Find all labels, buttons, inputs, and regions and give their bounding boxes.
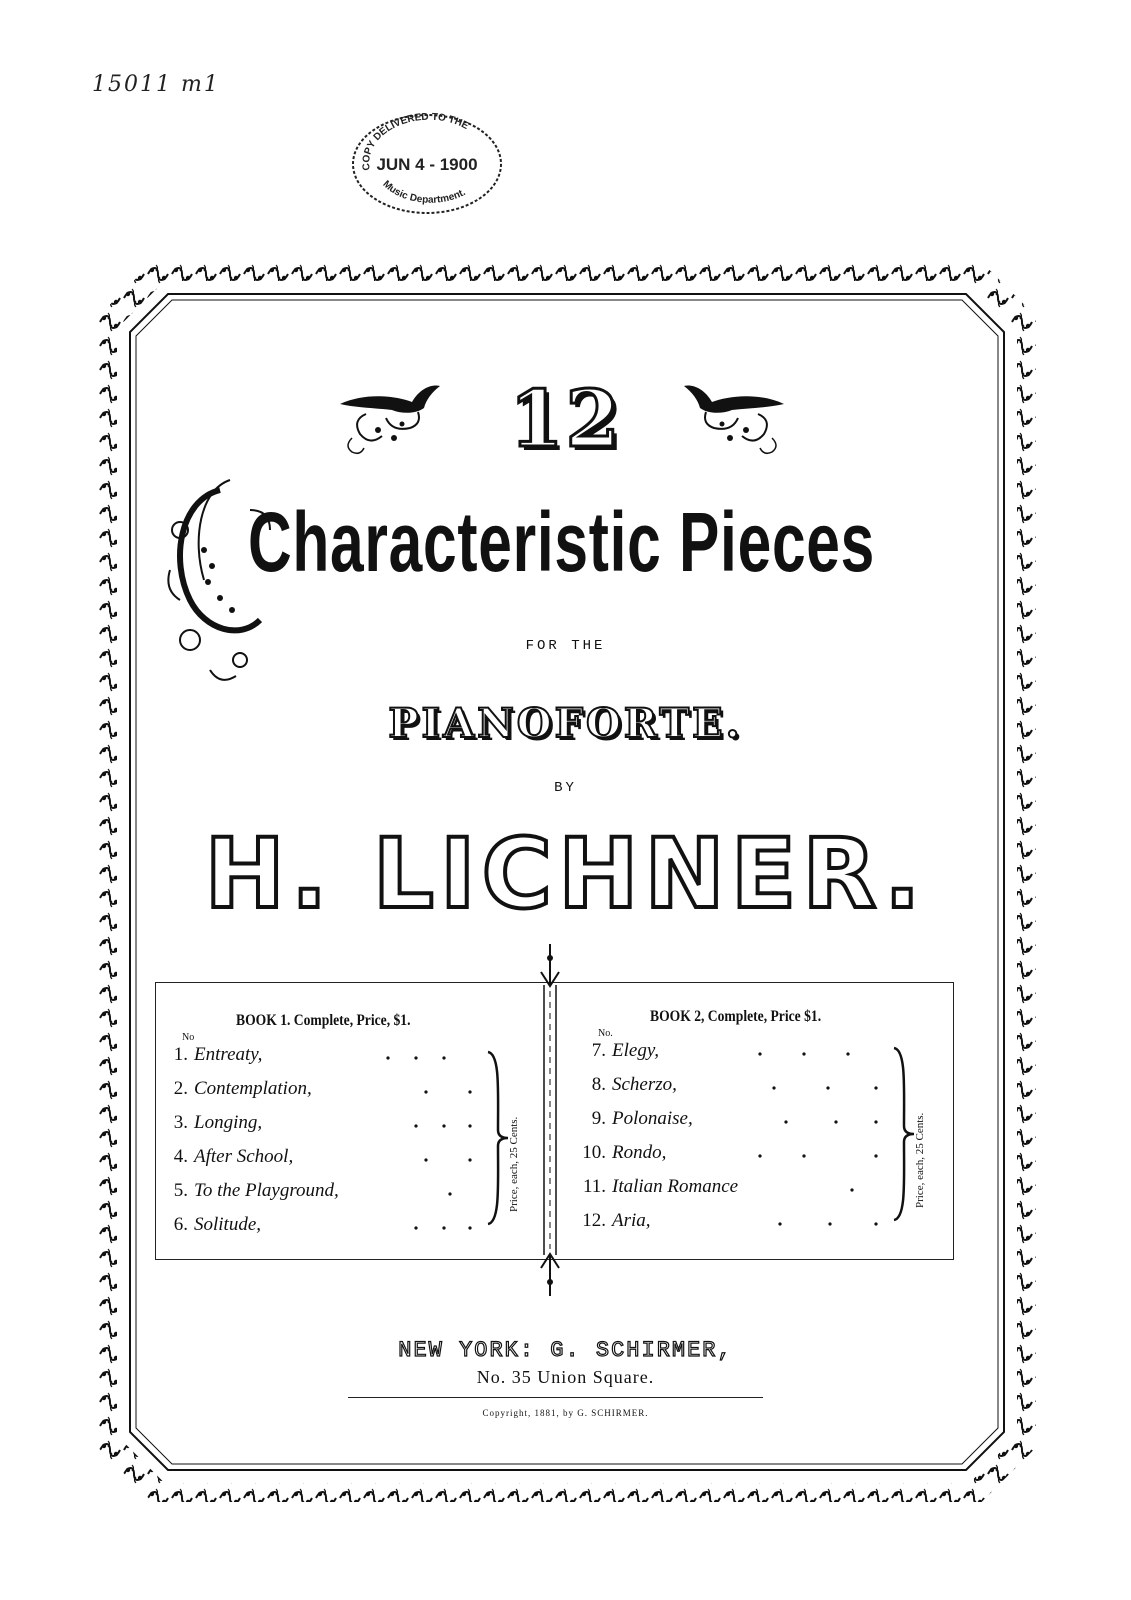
divider-rule <box>348 1397 763 1398</box>
book1-list <box>160 1044 540 1248</box>
book2-heading: BOOK 2, Complete, Price $1. <box>650 1008 822 1025</box>
divider-arrow-bottom-icon <box>535 1252 565 1296</box>
for-the-label: FOR THE <box>525 638 606 654</box>
stamp-top-text: COPY DELIVERED TO THE <box>361 111 471 171</box>
divider-arrow-top-icon <box>535 944 565 988</box>
list-item: 10. Rondo, <box>582 1142 667 1163</box>
copyright-notice: Copyright, 1881, by G. SCHIRMER. <box>482 1408 649 1418</box>
stamp-bottom-text: Music Department. <box>380 178 468 206</box>
list-item: 5. To the Playground, <box>173 1180 339 1201</box>
book1-price-note: Price, each, 25 Cents. <box>508 1116 520 1212</box>
book2-no-label: No. <box>598 1028 613 1039</box>
list-item: 9. Polonaise, <box>591 1108 693 1129</box>
list-item: 6. Solitude, <box>173 1214 262 1235</box>
handwritten-catalog-note: 15011 m1 <box>92 72 220 97</box>
title-number: 12 <box>509 374 622 465</box>
book2-leader-dots <box>730 1046 890 1241</box>
svg-text:Music Department. <box>380 179 467 206</box>
by-label: BY <box>554 780 577 796</box>
book2-price-note: Price, each, 25 Cents. <box>914 1112 926 1208</box>
list-item: 7. Elegy, <box>591 1040 659 1061</box>
book1-heading: BOOK 1. Complete, Price, $1. <box>236 1012 411 1029</box>
book1-leader-dots <box>380 1050 480 1245</box>
list-item: 4. After School, <box>173 1146 294 1167</box>
main-title: Characteristic Pieces <box>248 495 876 589</box>
list-item: 12. Aria, <box>582 1210 651 1231</box>
publisher-address: No. 35 Union Square. <box>476 1367 655 1387</box>
book1-no-label: No <box>182 1032 195 1043</box>
list-item: 11. Italian Romance <box>582 1176 739 1197</box>
stamp-date: JUN 4 - 1900 <box>376 155 478 174</box>
list-item: 1. Entreaty, <box>173 1044 263 1065</box>
library-receipt-stamp <box>348 108 506 218</box>
instrument-title: PIANOFORTE. <box>388 700 743 747</box>
list-item: 2. Contemplation, <box>173 1078 312 1099</box>
list-item: 3. Longing, <box>173 1112 263 1133</box>
publisher-name: NEW YORK: G. SCHIRMER, <box>398 1338 733 1363</box>
composer-name: H. LICHNER. <box>204 818 927 930</box>
list-item: 8. Scherzo, <box>591 1074 677 1095</box>
